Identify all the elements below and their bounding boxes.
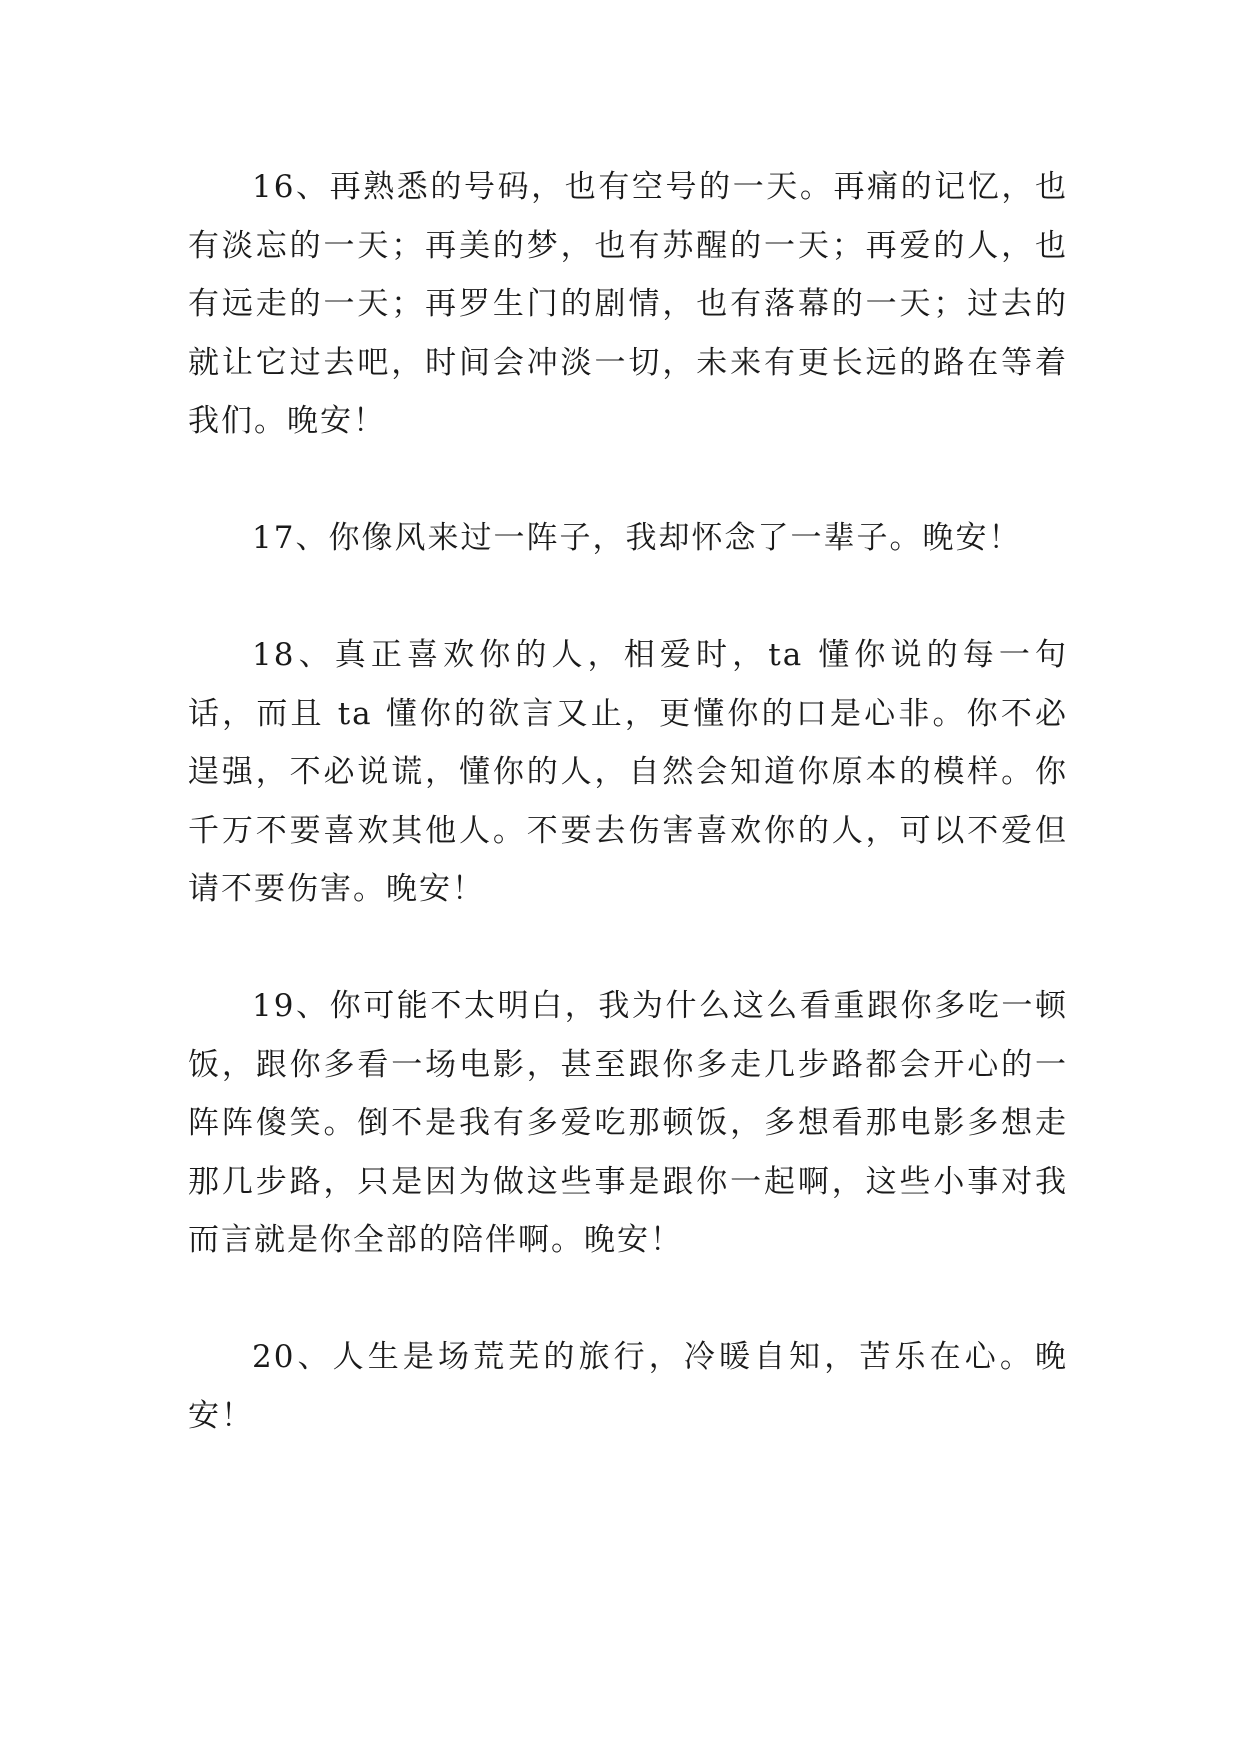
document-body: [188, 158, 1068, 1445]
paragraph-16: 16、再熟悉的号码，也有空号的一天。再痛的记忆，也有淡忘的一天；再美的梦，也有苏醒的一天；再爱的人，也有远走的一天；再罗生门的剧情，也有落幕的一天；过去的就让它过去吧，时间会冲淡一切，未来有更长远的路在等着我们。晚安！: [188, 169, 1068, 439]
paragraph-19: 19、你可能不太明白，我为什么这么看重跟你多吃一顿饭，跟你多看一场电影，甚至跟你多走几步路都会开心的一阵阵傻笑。倒不是我有多爱吃那顿饭，多想看那电影多想走那几步路，只是因为做这些事是跟你一起啊，这些小事对我而言就是你全部的陪伴啊。晚安！: [188, 988, 1068, 1258]
paragraph-18: 18、真正喜欢你的人，相爱时，ta 懂你说的每一句话，而且 ta 懂你的欲言又止，更懂你的口是心非。你不必逞强，不必说谎，懂你的人，自然会知道你原本的模样。你千万不要喜欢其他人。不要去伤害喜欢你的人，可以不爱但请不要伤害。晚安！: [188, 637, 1068, 907]
paragraph-20: 20、人生是场荒芜的旅行，冷暖自知，苦乐在心。晚安！: [188, 1339, 1068, 1434]
paragraph-17: 17、你像风来过一阵子，我却怀念了一辈子。晚安！: [252, 520, 1022, 556]
